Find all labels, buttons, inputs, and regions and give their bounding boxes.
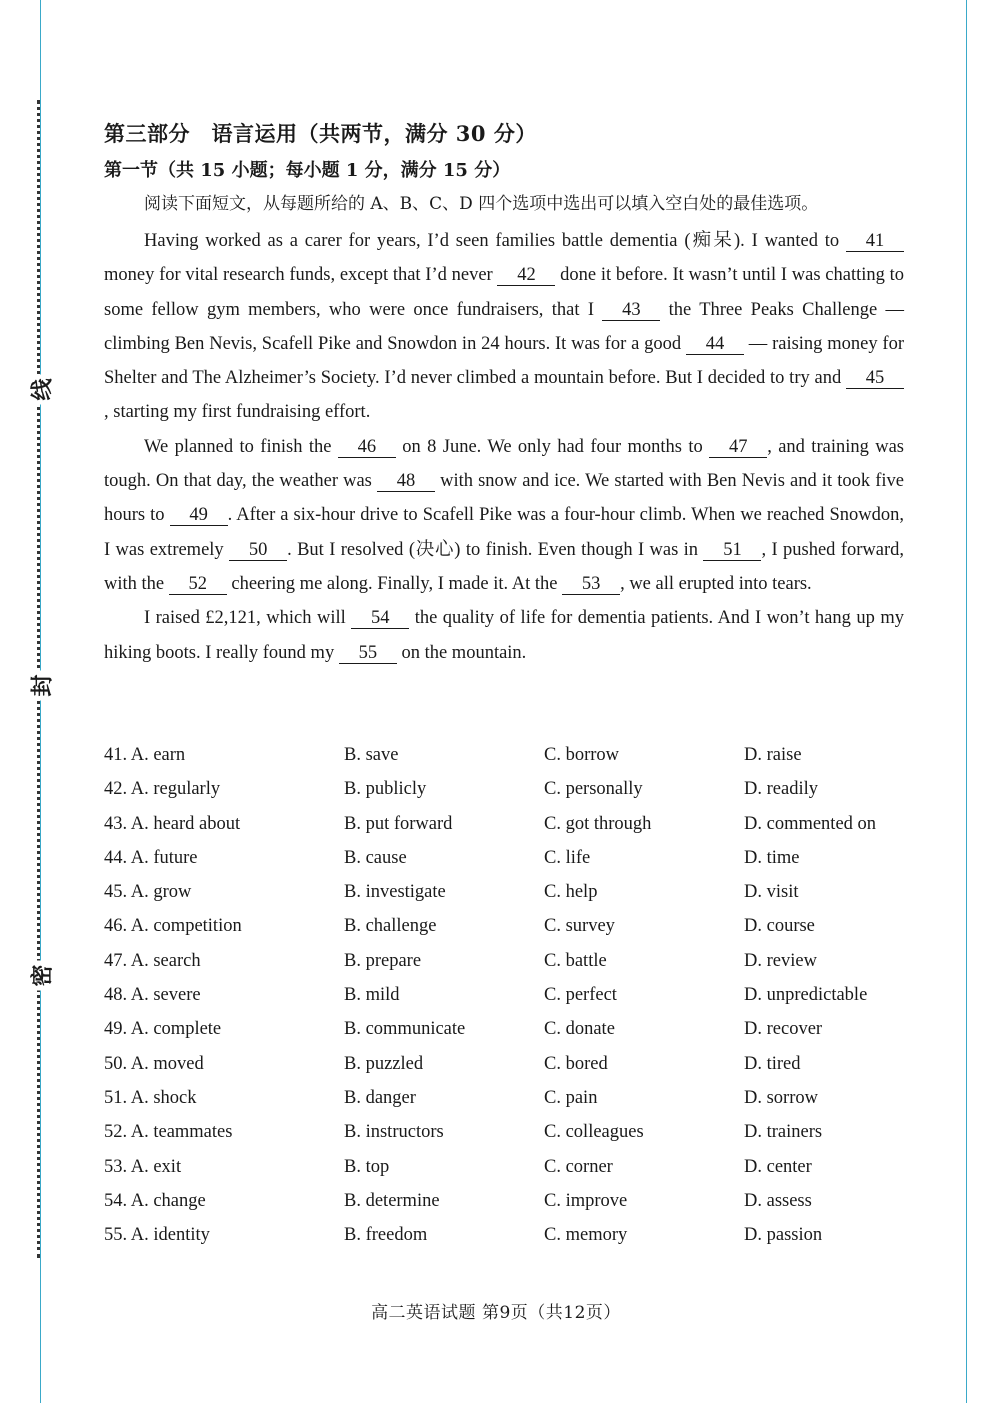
option-b: B. puzzled	[344, 1053, 424, 1074]
option-b: B. challenge	[344, 916, 437, 937]
option-a: 46. A. competition	[104, 916, 242, 937]
blank-50: 50	[229, 540, 287, 561]
question-row	[104, 1012, 904, 1046]
option-d: D. raise	[744, 745, 802, 765]
option-b: B. investigate	[344, 882, 446, 903]
option-d: D. readily	[744, 779, 818, 800]
question-options	[104, 738, 904, 1252]
question-row	[104, 875, 904, 909]
option-b: B. determine	[344, 1190, 440, 1211]
option-c: C. survey	[544, 916, 615, 937]
option-c: C. personally	[544, 779, 643, 800]
blank-46: 46	[338, 437, 396, 458]
option-d: D. unpredictable	[744, 985, 868, 1006]
question-row	[104, 1081, 904, 1115]
left-border-line	[40, 0, 41, 1403]
option-c: C. memory	[544, 1225, 628, 1246]
question-row	[104, 772, 904, 806]
blank-44: 44	[686, 334, 744, 355]
option-d: D. commented on	[744, 813, 877, 834]
blank-43: 43	[602, 300, 660, 321]
option-a: 42. A. regularly	[104, 779, 221, 800]
margin-char-mi: 密	[26, 961, 57, 991]
blank-49: 49	[170, 505, 228, 526]
option-d: D. passion	[744, 1225, 823, 1246]
option-c: C. battle	[544, 950, 607, 971]
blank-51: 51	[703, 540, 761, 561]
option-b: B. instructors	[344, 1122, 444, 1143]
option-c: C. life	[544, 847, 591, 868]
page-footer: 高二英语试题 第9页（共12页）	[371, 1303, 621, 1323]
question-row	[104, 978, 904, 1012]
option-d: D. review	[744, 950, 817, 971]
question-row	[104, 807, 904, 841]
option-c: C. corner	[544, 1156, 613, 1177]
option-a: 49. A. complete	[104, 1019, 222, 1040]
instruction: 阅读下面短文，从每题所给的 A、B、C、D 四个选项中选出可以填入空白处的最佳选项。	[144, 194, 819, 214]
option-c: C. borrow	[544, 745, 620, 765]
margin-char-feng: 封	[26, 671, 57, 701]
option-d: D. assess	[744, 1190, 812, 1211]
option-b: B. communicate	[344, 1019, 466, 1040]
option-b: B. publicly	[344, 779, 427, 800]
margin-char-xian: 线	[26, 375, 57, 405]
option-d: D. course	[744, 916, 815, 937]
blank-45: 45	[846, 368, 904, 389]
passage-paragraph-3: I raised £2,121, which will 54 the quality of life for dementia patients. And I won’t hang up my hiking boots. I really found my 55 on the mountain.	[104, 608, 904, 663]
option-a: 53. A. exit	[104, 1156, 182, 1177]
passage-paragraph-1: Having worked as a carer for years, I’d seen families battle dementia (痴呆). I wanted to 41 money for vital research funds, except that I’d never 42 done it before. It wasn’t until I was chatting to some fellow gym members, who were once fundraisers, that I 43 the Three Peaks Challenge — climbing Ben Nevis, Scafell Pike and Snowdon in 24 hours. It was for a good 44 — raising money for Shelter and The Alzheimer’s Society. I’d never climbed a mountain before. But I decided to try and 45, starting my first fundraising effort.	[104, 231, 905, 423]
option-d: D. center	[744, 1156, 812, 1177]
option-c: C. pain	[544, 1087, 598, 1108]
option-a: 47. A. search	[104, 950, 201, 971]
option-a: 43. A. heard about	[104, 813, 241, 834]
option-c: C. bored	[544, 1053, 608, 1074]
blank-48: 48	[377, 471, 435, 492]
blank-53: 53	[562, 574, 620, 595]
option-b: B. top	[344, 1156, 390, 1177]
option-a: 52. A. teammates	[104, 1122, 233, 1143]
question-row	[104, 1047, 904, 1081]
option-c: C. colleagues	[544, 1122, 644, 1143]
question-row	[104, 909, 904, 943]
option-b: B. prepare	[344, 950, 422, 971]
subsection-title: 第一节（共 15 小题；每小题 1 分，满分 15 分）	[104, 160, 511, 181]
option-d: D. tired	[744, 1053, 801, 1074]
option-b: B. save	[344, 745, 399, 765]
question-row	[104, 1218, 904, 1252]
option-d: D. time	[744, 847, 800, 868]
section-title: 第三部分 语言运用（共两节，满分 30 分）	[104, 121, 537, 146]
blank-55: 55	[339, 643, 397, 664]
blank-42: 42	[497, 265, 555, 286]
blank-52: 52	[169, 574, 227, 595]
option-c: C. perfect	[544, 985, 617, 1006]
option-a: 41. A. earn	[104, 745, 186, 765]
option-c: C. donate	[544, 1019, 615, 1040]
right-border-line	[966, 0, 967, 1403]
option-a: 51. A. shock	[104, 1087, 197, 1108]
passage-paragraph-2: We planned to finish the 46 on 8 June. We only had four months to 47 , and training was tough. On that day, the weather was 48 with snow and ice. We started with Ben Nevis and it took five hours to 49 . After a six-hour drive to Scafell Pike was a four-hour climb. When we reached Snowdon, I was extremely 50 . But I resolved (决心) to finish. Even though I was in 51 , I pushed forward, with the 52 cheering me along. Finally, I made it. At the 53 , we all erupted into tears.	[104, 436, 905, 594]
question-row	[104, 1184, 904, 1218]
option-b: B. danger	[344, 1087, 416, 1108]
question-row	[104, 1150, 904, 1184]
option-c: C. got through	[544, 813, 652, 834]
option-c: C. improve	[544, 1190, 628, 1211]
question-row	[104, 944, 904, 978]
option-a: 54. A. change	[104, 1190, 206, 1211]
main-content	[104, 118, 904, 670]
option-d: D. recover	[744, 1019, 823, 1040]
option-a: 55. A. identity	[104, 1225, 210, 1246]
question-row	[104, 738, 904, 772]
option-b: B. cause	[344, 847, 407, 868]
option-d: D. visit	[744, 882, 799, 903]
option-a: 50. A. moved	[104, 1053, 204, 1074]
option-d: D. sorrow	[744, 1087, 818, 1108]
option-b: B. put forward	[344, 813, 453, 834]
option-a: 48. A. severe	[104, 985, 201, 1006]
option-c: C. help	[544, 882, 598, 903]
option-a: 45. A. grow	[104, 882, 192, 903]
blank-47: 47	[709, 437, 767, 458]
option-a: 44. A. future	[104, 847, 198, 868]
question-row	[104, 1115, 904, 1149]
blank-41: 41	[846, 231, 904, 252]
option-b: B. freedom	[344, 1225, 428, 1246]
blank-54: 54	[351, 608, 409, 629]
question-row	[104, 841, 904, 875]
option-d: D. trainers	[744, 1122, 823, 1143]
option-b: B. mild	[344, 985, 400, 1006]
